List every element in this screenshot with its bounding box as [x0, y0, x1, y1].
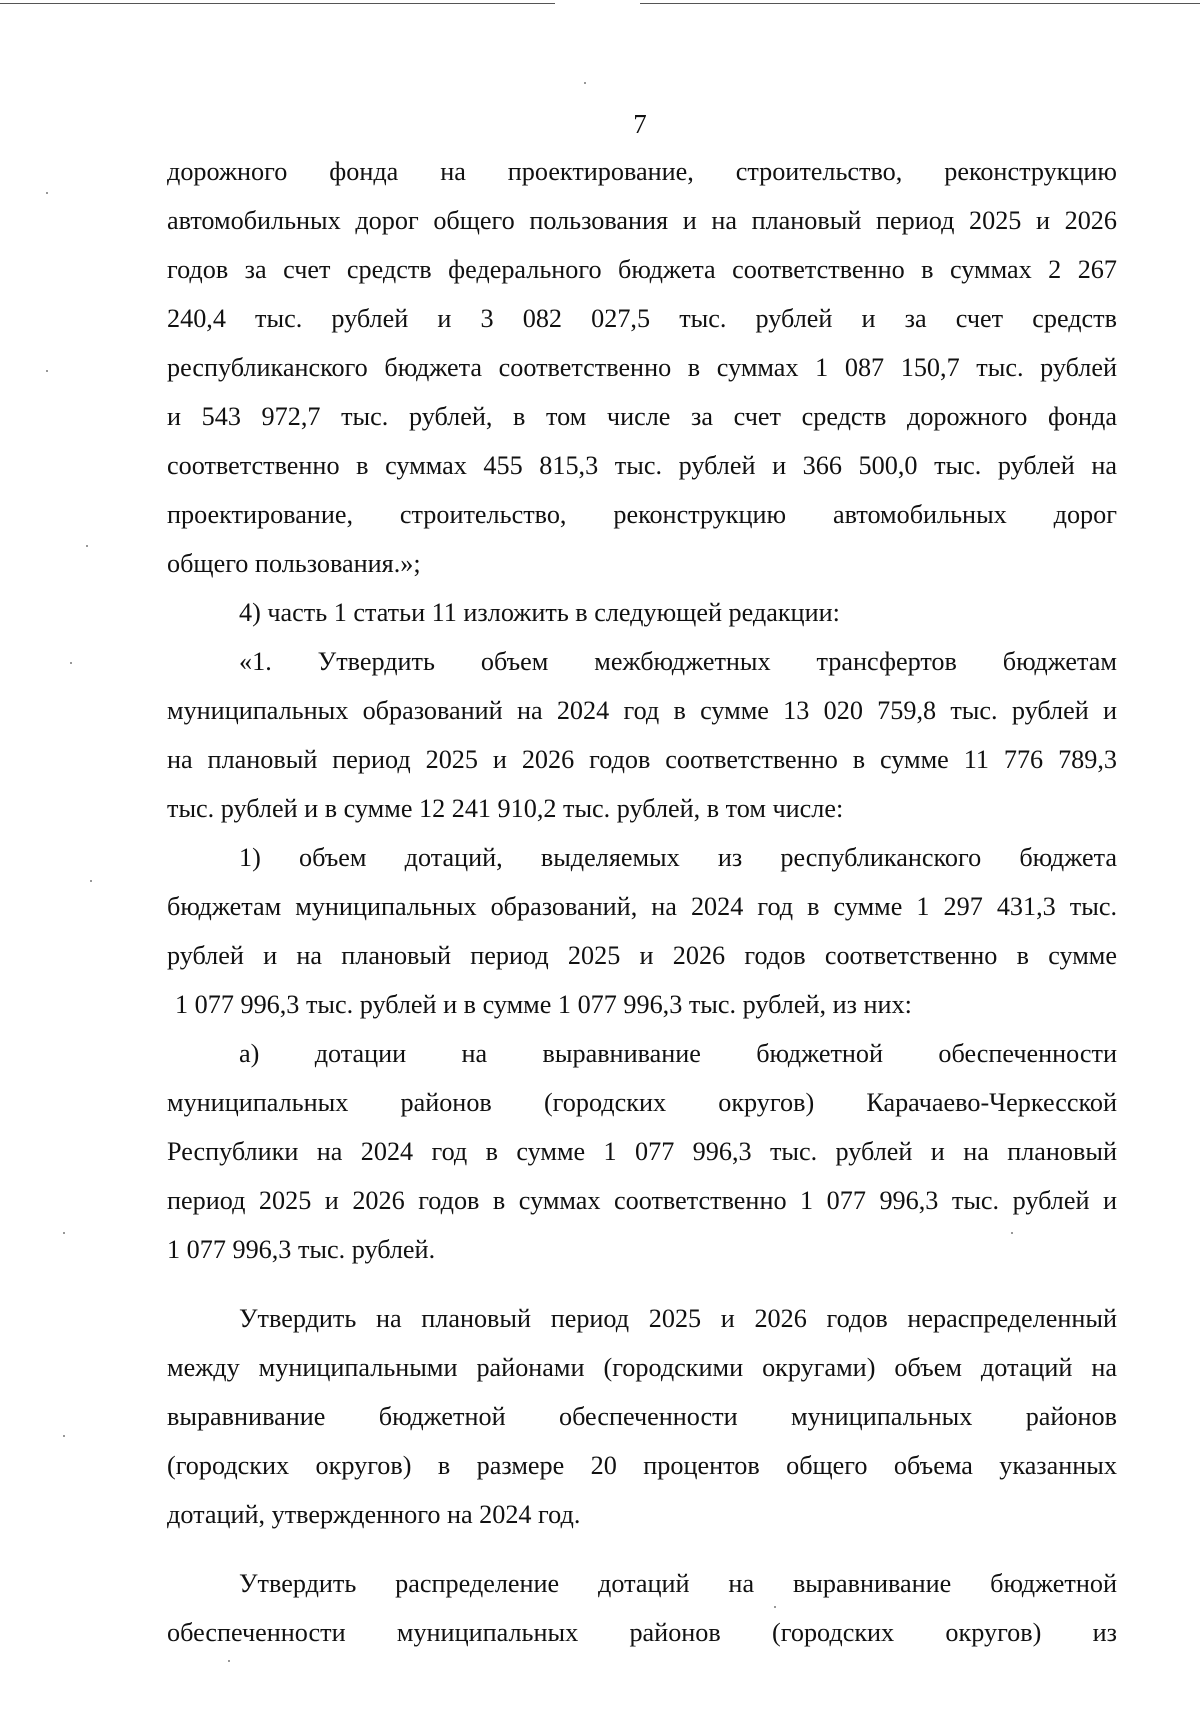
- text-line: соответственно в суммах 455 815,3 тыс. рублей и 366 500,0 тыс. рублей на: [167, 451, 1117, 480]
- text-line: и 543 972,7 тыс. рублей, в том числе за счет средств дорожного фонда: [167, 402, 1117, 431]
- text-line: республиканского бюджета соответственно в суммах 1 087 150,7 тыс. рублей: [167, 353, 1117, 382]
- text-line: 1) объем дотаций, выделяемых из республиканского бюджета: [239, 843, 1117, 872]
- paragraph-gap: [167, 1539, 1117, 1559]
- text-line: 1 077 996,3 тыс. рублей.: [167, 1235, 436, 1264]
- page-number: 7: [633, 109, 647, 139]
- scan-speck: [90, 880, 92, 882]
- paragraph-undistributed: [167, 1294, 1117, 1539]
- scan-speck: [63, 1435, 65, 1437]
- text-line: Утвердить распределение дотаций на выравнивание бюджетной: [239, 1569, 1117, 1598]
- scan-speck: [584, 82, 586, 84]
- paragraph-part-1: [167, 637, 1117, 833]
- text-line: годов за счет средств федерального бюджета соответственно в суммах 2 267: [167, 255, 1117, 284]
- text-line: период 2025 и 2026 годов в суммах соответственно 1 077 996,3 тыс. рублей и: [167, 1186, 1117, 1215]
- scan-speck: [46, 192, 48, 194]
- paragraph-subitem-a: [167, 1029, 1117, 1274]
- scan-speck: [228, 1660, 230, 1662]
- paragraph-item-4: [167, 588, 1117, 637]
- text-line: 1 077 996,3 тыс. рублей и в сумме 1 077 996,3 тыс. рублей, из них:: [175, 990, 912, 1019]
- text-line: тыс. рублей и в сумме 12 241 910,2 тыс. рублей, в том числе:: [167, 794, 844, 823]
- text-line: «1. Утвердить объем межбюджетных трансфертов бюджетам: [239, 647, 1117, 676]
- document-body: [167, 147, 1117, 1657]
- text-line: дорожного фонда на проектирование, строительство, реконструкцию: [167, 157, 1117, 186]
- text-line: рублей и на плановый период 2025 и 2026 годов соответственно в сумме: [167, 941, 1117, 970]
- text-line: автомобильных дорог общего пользования и на плановый период 2025 и 2026: [167, 206, 1117, 235]
- scan-speck: [1011, 1232, 1013, 1234]
- text-line: между муниципальными районами (городскими округами) объем дотаций на: [167, 1353, 1117, 1382]
- paragraph-gap: [167, 1274, 1117, 1294]
- scan-speck: [46, 370, 48, 372]
- text-line: дотаций, утвержденного на 2024 год.: [167, 1500, 581, 1529]
- text-line: 4) часть 1 статьи 11 изложить в следующей редакции:: [239, 598, 840, 627]
- paragraph-subitem-1: [167, 833, 1117, 1029]
- text-line: муниципальных районов (городских округов) Карачаево-Черкесской: [167, 1088, 1117, 1117]
- scan-speck: [63, 1232, 65, 1234]
- text-line: бюджетам муниципальных образований, на 2024 год в сумме 1 297 431,3 тыс.: [167, 892, 1117, 921]
- text-line: а) дотации на выравнивание бюджетной обеспеченности: [239, 1039, 1117, 1068]
- text-line: на плановый период 2025 и 2026 годов соответственно в сумме 11 776 789,3: [167, 745, 1117, 774]
- text-line: Республики на 2024 год в сумме 1 077 996,3 тыс. рублей и на плановый: [167, 1137, 1117, 1166]
- text-line: общего пользования.»;: [167, 549, 421, 578]
- text-line: Утвердить на плановый период 2025 и 2026 годов нераспределенный: [239, 1304, 1117, 1333]
- text-line: выравнивание бюджетной обеспеченности муниципальных районов: [167, 1402, 1117, 1431]
- text-line: проектирование, строительство, реконструкцию автомобильных дорог: [167, 500, 1117, 529]
- paragraph-distribution: [167, 1559, 1117, 1657]
- scan-speck: [774, 1606, 776, 1608]
- scan-speck: [86, 545, 88, 547]
- text-line: 240,4 тыс. рублей и 3 082 027,5 тыс. рублей и за счет средств: [167, 304, 1117, 333]
- paragraph-road-fund: [167, 147, 1117, 588]
- top-border-line-right: [640, 3, 1200, 4]
- text-line: обеспеченности муниципальных районов (городских округов) из: [167, 1618, 1117, 1647]
- text-line: муниципальных образований на 2024 год в сумме 13 020 759,8 тыс. рублей и: [167, 696, 1117, 725]
- scan-speck: [70, 662, 72, 664]
- top-border-line-left: [0, 3, 555, 4]
- text-line: (городских округов) в размере 20 процентов общего объема указанных: [167, 1451, 1117, 1480]
